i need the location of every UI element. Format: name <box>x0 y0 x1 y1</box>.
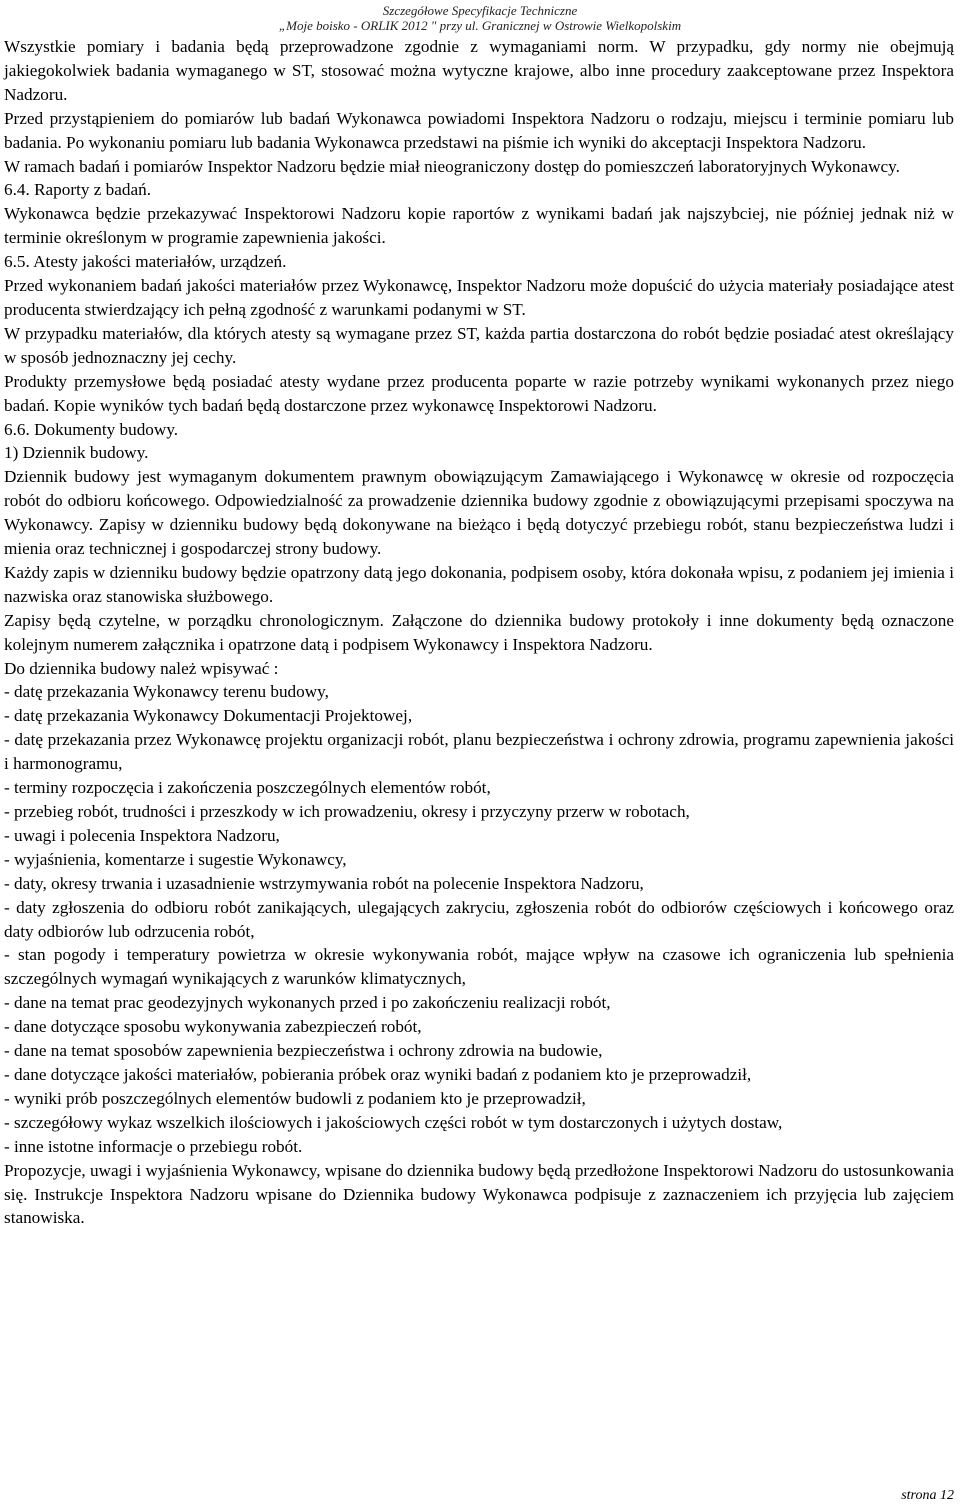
paragraph: Wykonawca będzie przekazywać Inspektorowi Nadzoru kopie raportów z wynikami badań jak najszybciej, nie później jednak niż w terminie określonym w programie zapewnienia jakości. <box>4 204 954 248</box>
list-item: - dane na temat prac geodezyjnych wykonanych przed i po zakończeniu realizacji robót, <box>4 993 611 1013</box>
list-item: - wyniki prób poszczególnych elementów budowli z podaniem kto je przeprowadził, <box>4 1088 586 1108</box>
subsection-heading: 1) Dziennik budowy. <box>4 443 149 463</box>
paragraph: Produkty przemysłowe będą posiadać atesty wydane przez producenta poparte w razie potrzeby wynikami wykonanych przez niego badań. Kopie wyników tych badań będą dostarczone przez wykonawcę Inspektorowi Nadzoru. <box>4 371 954 415</box>
list-item: - dane dotyczące sposobu wykonywania zabezpieczeń robót, <box>4 1017 422 1037</box>
list-item: - wyjaśnienia, komentarze i sugestie Wykonawcy, <box>4 849 347 869</box>
list-item: - przebieg robót, trudności i przeszkody w ich prowadzeniu, okresy i przyczyny przerw w robotach, <box>4 802 690 821</box>
header-title: Szczegółowe Specyfikacje Techniczne <box>382 3 578 18</box>
section-heading: 6.5. Atesty jakości materiałów, urządzeń. <box>4 252 287 272</box>
paragraph: Propozycje, uwagi i wyjaśnienia Wykonawcy, wpisane do dziennika budowy będą przedłożone Inspektorowi Nadzoru do ustosunkowania się. Instrukcje Inspektora Nadzoru wpisane do Dziennika budowy Wykonawca podpisuje z zaznaczeniem ich przyjęcia lub zajęciem stanowiska. <box>4 1160 954 1228</box>
page-header <box>0 3 960 33</box>
page-number: strona 12 <box>901 1488 954 1503</box>
paragraph: Przed przystąpieniem do pomiarów lub badań Wykonawca powiadomi Inspektora Nadzoru o rodzaju, miejscu i terminie pomiaru lub badania. Po wykonaniu pomiaru lub badania Wykonawca przedstawi na piśmie ich wyniki do akceptacji Inspektora Nadzoru. <box>4 108 954 152</box>
paragraph: Przed wykonaniem badań jakości materiałów przez Wykonawcę, Inspektor Nadzoru może dopuścić do użycia materiały posiadające atest producenta stwierdzający ich pełną zgodność z warunkami podanymi w ST. <box>4 276 954 319</box>
list-item: - dane na temat sposobów zapewnienia bezpieczeństwa i ochrony zdrowia na budowie, <box>4 1041 603 1061</box>
list-item: - daty, okresy trwania i uzasadnienie wstrzymywania robót na polecenie Inspektora Nadzoru, <box>4 873 644 893</box>
list-item: - inne istotne informacje o przebiegu robót. <box>4 1136 303 1156</box>
list-item: - stan pogody i temperatury powietrza w okresie wykonywania robót, mające wpływ na czasowe ich ograniczenia lub spełnienia szczególnych wymagań wynikających z warunków klimatycznych, <box>4 945 954 989</box>
paragraph: Zapisy będą czytelne, w porządku chronologicznym. Załączone do dziennika budowy protokoły i inne dokumenty będą oznaczone kolejnym numerem załącznika i opatrzone datą i podpisem Wykonawcy i Inspektora Nadzoru. <box>4 610 954 654</box>
paragraph: Każdy zapis w dzienniku budowy będzie opatrzony datą jego dokonania, podpisem osoby, która dokonała wpisu, z podaniem jej imienia i nazwiska oraz stanowiska służbowego. <box>4 562 954 606</box>
list-item: - terminy rozpoczęcia i zakończenia poszczególnych elementów robót, <box>4 778 491 798</box>
list-item: - uwagi i polecenia Inspektora Nadzoru, <box>4 825 280 845</box>
paragraph: Dziennik budowy jest wymaganym dokumentem prawnym obowiązującym Zamawiającego i Wykonawcę w okresie od rozpoczęcia robót do odbioru końcowego. Odpowiedzialność za prowadzenie dziennika budowy zgodnie z obowiązującymi przepisami spoczywa na Wykonawcy. Zapisy w dzienniku budowy będą dokonywane na bieżąco i będą dotyczyć przebiegu robót, stanu bezpieczeństwa ludzi i mienia oraz technicznej i gospodarczej strony budowy. <box>4 467 954 559</box>
list-item: - dane dotyczące jakości materiałów, pobierania próbek oraz wyniki badań z podaniem kto je przeprowadził, <box>4 1064 752 1084</box>
list-item: - datę przekazania przez Wykonawcę projektu organizacji robót, planu bezpieczeństwa i ochrony zdrowia, programu zapewnienia jakości i harmonogramu, <box>4 730 954 774</box>
paragraph: Wszystkie pomiary i badania będą przeprowadzone zgodnie z wymaganiami norm. W przypadku, gdy normy nie obejmują jakiegokolwiek badania wymaganego w ST, stosować można wytyczne krajowe, albo inne procedury zaakceptowane przez Inspektora Nadzoru. <box>4 37 954 104</box>
document-body <box>4 35 954 1230</box>
list-item: - datę przekazania Wykonawcy Dokumentacji Projektowej, <box>4 706 413 726</box>
section-heading: 6.4. Raporty z badań. <box>4 180 152 200</box>
paragraph: W przypadku materiałów, dla których atesty są wymagane przez ST, każda partia dostarczona do robót będzie posiadać atest określający w sposób jednoznaczny jej cechy. <box>4 323 954 367</box>
paragraph: Do dziennika budowy należ wpisywać : <box>4 658 279 678</box>
section-heading: 6.6. Dokumenty budowy. <box>4 419 179 439</box>
list-item: - daty zgłoszenia do odbioru robót zanikających, ulegających zakryciu, zgłoszenia robót do odbiorów częściowych i końcowego oraz daty odbiorów lub odrzucenia robót, <box>4 897 954 941</box>
paragraph: W ramach badań i pomiarów Inspektor Nadzoru będzie miał nieograniczony dostęp do pomieszczeń laboratoryjnych Wykonawcy. <box>4 156 900 176</box>
list-item: - szczegółowy wykaz wszelkich ilościowych i jakościowych części robót w tym dostarczonych i użytych dostaw, <box>4 1112 783 1132</box>
header-subtitle: „Moje boisko - ORLIK 2012 " przy ul. Granicznej w Ostrowie Wielkopolskim <box>278 18 682 33</box>
list-item: - datę przekazania Wykonawcy terenu budowy, <box>4 682 329 702</box>
